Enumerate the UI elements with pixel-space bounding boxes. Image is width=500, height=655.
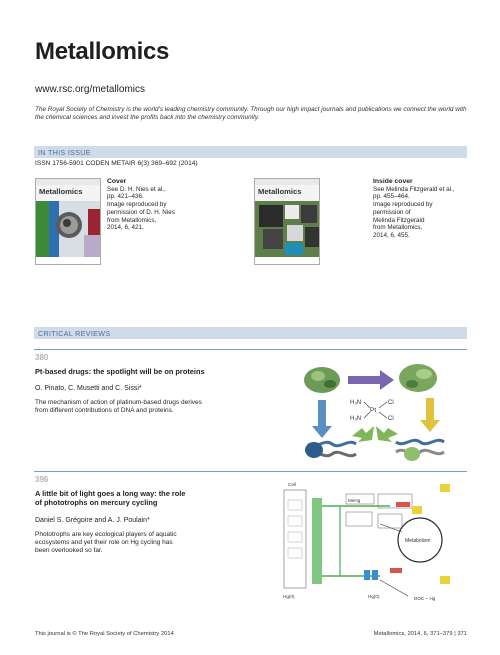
inside-cover-caption — [373, 178, 455, 240]
pt-label-cl-bottom: Cl — [388, 416, 394, 422]
inside-cover-illustration — [255, 179, 320, 265]
inside-cover-line: Melinda Fitzgerald — [373, 216, 425, 224]
cover-line: permission of D. H. Nies — [107, 208, 175, 216]
cover-caption — [107, 178, 175, 232]
cover-image[interactable] — [35, 178, 101, 265]
in-this-issue-bar — [34, 146, 467, 158]
article-divider — [34, 349, 467, 350]
cover-illustration — [36, 179, 101, 265]
cover-line: from Metallomics, — [107, 216, 157, 224]
inside-cover-label: Inside cover — [373, 178, 413, 185]
inside-cover-image[interactable] — [254, 178, 320, 265]
journal-title: Metallomics — [35, 38, 170, 65]
inside-cover-line: pp. 455–464. — [373, 193, 410, 201]
hg-cycling-graphic — [280, 476, 465, 608]
critical-reviews-heading: CRITICAL REVIEWS — [38, 328, 111, 338]
abstract-line: from different contributions of DNA and proteins. — [35, 407, 174, 415]
footer-copyright: This journal is © The Royal Society of Chemistry 2014 — [35, 631, 174, 637]
pt-label-cl-top: Cl — [388, 400, 394, 406]
inside-cover-line: 2014, 6, 455. — [373, 231, 410, 239]
article-title[interactable] — [35, 489, 185, 508]
abstract-line: been overlooked so far. — [35, 547, 103, 555]
inside-cover-line: See Melinda Fitzgerald et al., — [373, 185, 455, 193]
critical-reviews-bar — [34, 327, 467, 339]
article-abstract — [35, 399, 202, 415]
cover-line: See D. H. Nies et al., — [107, 185, 166, 193]
footer-citation: Metallomics, 2014, 6, 371–379 | 371 — [373, 631, 467, 637]
pt-label-h3n-top: H₃N — [350, 400, 362, 406]
inside-cover-line: Image reproduced by — [373, 201, 433, 209]
hg0-label: Hg(0) — [368, 594, 380, 599]
article-authors: O. Pinato, C. Musetti and C. Sissi* — [35, 385, 142, 392]
article-page-number: 380 — [35, 353, 49, 362]
article-title-line: A little bit of light goes a long way: the role — [35, 489, 186, 498]
issn-line: ISSN 1756-5901 CODEN METAIR 6(3) 369–692 (2014) — [35, 160, 198, 167]
doc-label: DOC ~ Hg — [414, 596, 436, 601]
article-abstract — [35, 531, 177, 556]
cover-line: Image reproduced by — [107, 201, 167, 209]
article-title[interactable] — [35, 367, 205, 376]
cover-logo: Metallomics — [39, 187, 83, 196]
article-page-number: 396 — [35, 475, 49, 484]
abstract-line: The mechanism of action of platinum-based drugs derives — [35, 399, 202, 406]
hg2-label: Hg(II) — [283, 594, 295, 599]
abstract-line: ecosystems and yet their role on Hg cycling has — [35, 539, 173, 547]
in-this-issue-heading: IN THIS ISSUE — [38, 147, 91, 157]
pt-label-pt: Pt — [370, 407, 377, 414]
cell-label: Cell — [288, 482, 296, 487]
pt-drug-illustration — [300, 358, 450, 466]
cover-label: Cover — [107, 178, 127, 185]
hg-cycling-diagram — [280, 476, 465, 608]
cover-line: pp. 421–436. — [107, 193, 144, 201]
pt-label-h3n-bottom: H₃N — [350, 416, 362, 422]
article-title-line: Pt-based drugs: the spotlight will be on proteins — [35, 367, 205, 376]
article-divider — [34, 471, 467, 472]
inside-cover-logo: Metallomics — [258, 187, 302, 196]
metabolism-label: Metabolism — [405, 538, 431, 544]
cover-line: 2014, 6, 421. — [107, 224, 144, 232]
abstract-line: Phototrophs are key ecological players of aquatic — [35, 531, 177, 538]
rsc-blurb: The Royal Society of Chemistry is the world's leading chemistry community. Through our high impact journals and publications we connect the world with the chemical sciences and invest the profits back into the chemistry community. — [35, 106, 467, 122]
pt-drug-graphic — [300, 358, 450, 466]
inside-cover-line: permission of — [373, 208, 411, 216]
article-authors: Daniel S. Grégoire and A. J. Poulain* — [35, 517, 150, 524]
journal-url[interactable]: www.rsc.org/metallomics — [35, 84, 146, 95]
inside-cover-line: from Metallomics, — [373, 224, 423, 232]
mehg-label: MeHg — [348, 498, 361, 503]
article-title-line: of phototrophs on mercury cycling — [35, 498, 158, 508]
